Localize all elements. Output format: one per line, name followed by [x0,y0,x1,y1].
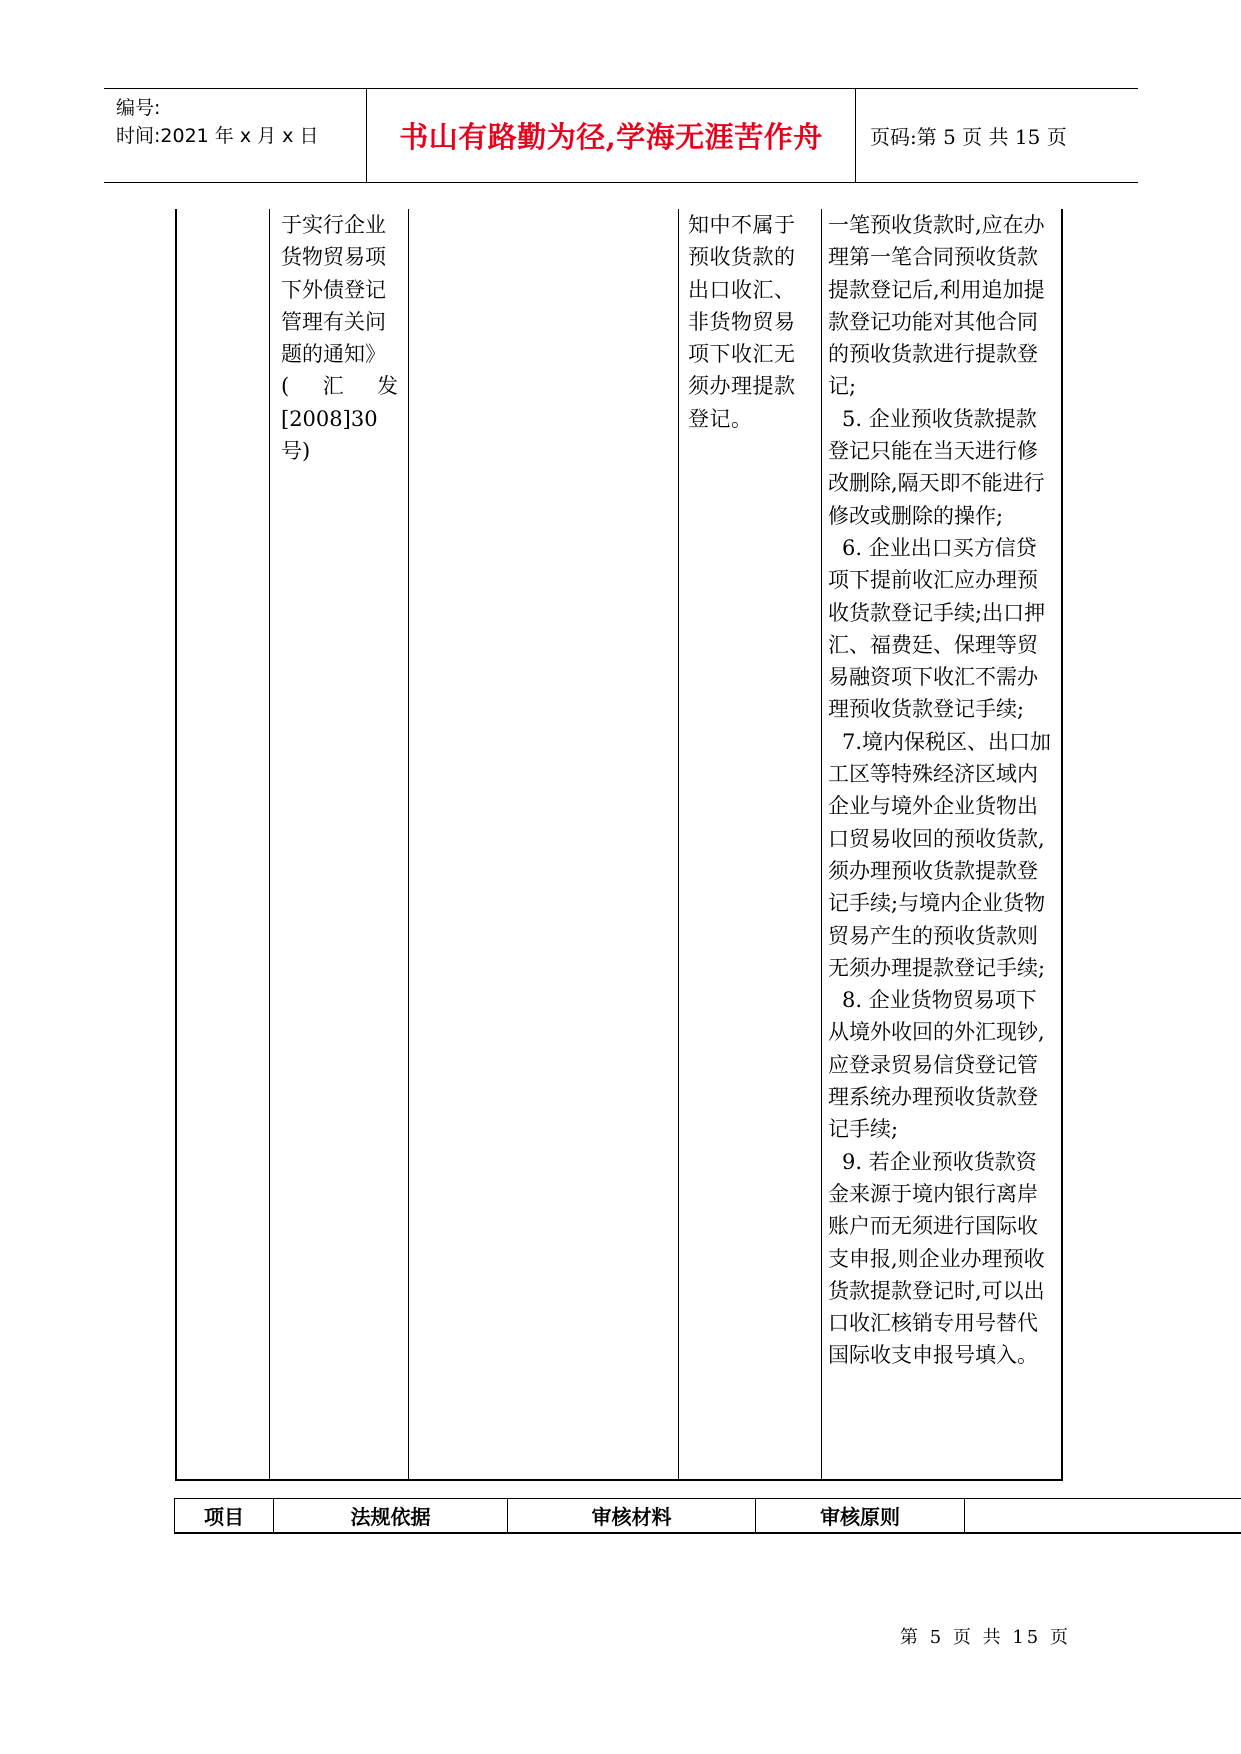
header-project: 项目 [174,1499,273,1532]
document-number-label: 编号: [116,97,161,119]
principle-item: 7.境内保税区、出口加工区等特殊经济区域内企业与境外企业货物出口贸易收回的预收货款,须办理预收货款提款登记手续;与境内企业货物贸易产生的预收货款则无须办理提款登记手续; [828,729,1052,980]
principle-continuation: 一笔预收货款时,应在办理第一笔合同预收货款提款登记后,利用追加提款登记功能对其他合同的预收货款进行提款登记; [828,213,1045,399]
header-meta [104,89,367,182]
document-time: 时间:2021 年 x 月 x 日 [116,125,319,147]
table-divider-1 [269,209,270,1480]
regulation-line: 题的通知》 [281,342,386,367]
table-divider-4 [821,209,822,1480]
header-slogan-cell [367,89,856,182]
regulation-line: 下外债登记 [281,277,386,302]
header-principle: 审核原则 [755,1499,964,1532]
note-cell: 知中不属于预收货款的出口收汇、非货物贸易项下收汇无须办理提款登记。 [688,213,796,431]
header-materials: 审核材料 [507,1499,755,1532]
table-divider-3 [678,209,679,1480]
regulation-line: 货物贸易项 [281,245,386,270]
next-table-header [174,1498,1241,1534]
principle-item: 6. 企业出口买方信贷项下提前收汇应办理预收货款登记手续;出口押汇、福费廷、保理等贸易融资项下收汇不需办理预收货款登记手续; [828,535,1046,722]
page-footer: 第 5 页 共 15 页 [900,1627,1071,1648]
regulation-line: 管理有关问 [281,309,386,334]
page-header [104,88,1138,183]
regulation-doc-prefix: ( 汇 发 [281,374,398,399]
principle-item: 5. 企业预收货款提款登记只能在当天进行修改删除,隔天即不能进行修改或删除的操作; [828,406,1045,528]
principle-item: 8. 企业货物贸易项下从境外收回的外汇现钞,应登录贸易信贷登记管理系统办理预收货款登记手续; [828,988,1045,1142]
header-extra [964,1499,1241,1532]
principle-cell [828,209,1056,1372]
principle-item: 9. 若企业预收货款资金来源于境内银行离岸账户而无须进行国际收支申报,则企业办理预收货款提款登记时,可以出口收汇核销专用号替代国际收支申报号填入。 [828,1149,1045,1368]
table-divider-2 [408,209,409,1480]
header-slogan: 书山有路勤为径,学海无涯苦作舟 [399,120,823,154]
header-page-code: 页码:第 5 页 共 15 页 [870,125,1067,149]
table-border-right [1061,209,1063,1480]
table-border-left [175,209,177,1480]
header-regulation: 法规依据 [273,1499,507,1532]
regulation-line: 于实行企业 [281,213,386,237]
table-bottom-border [175,1479,1063,1481]
regulation-doc-number: [2008]30 号) [281,406,378,464]
regulation-cell [281,209,398,467]
